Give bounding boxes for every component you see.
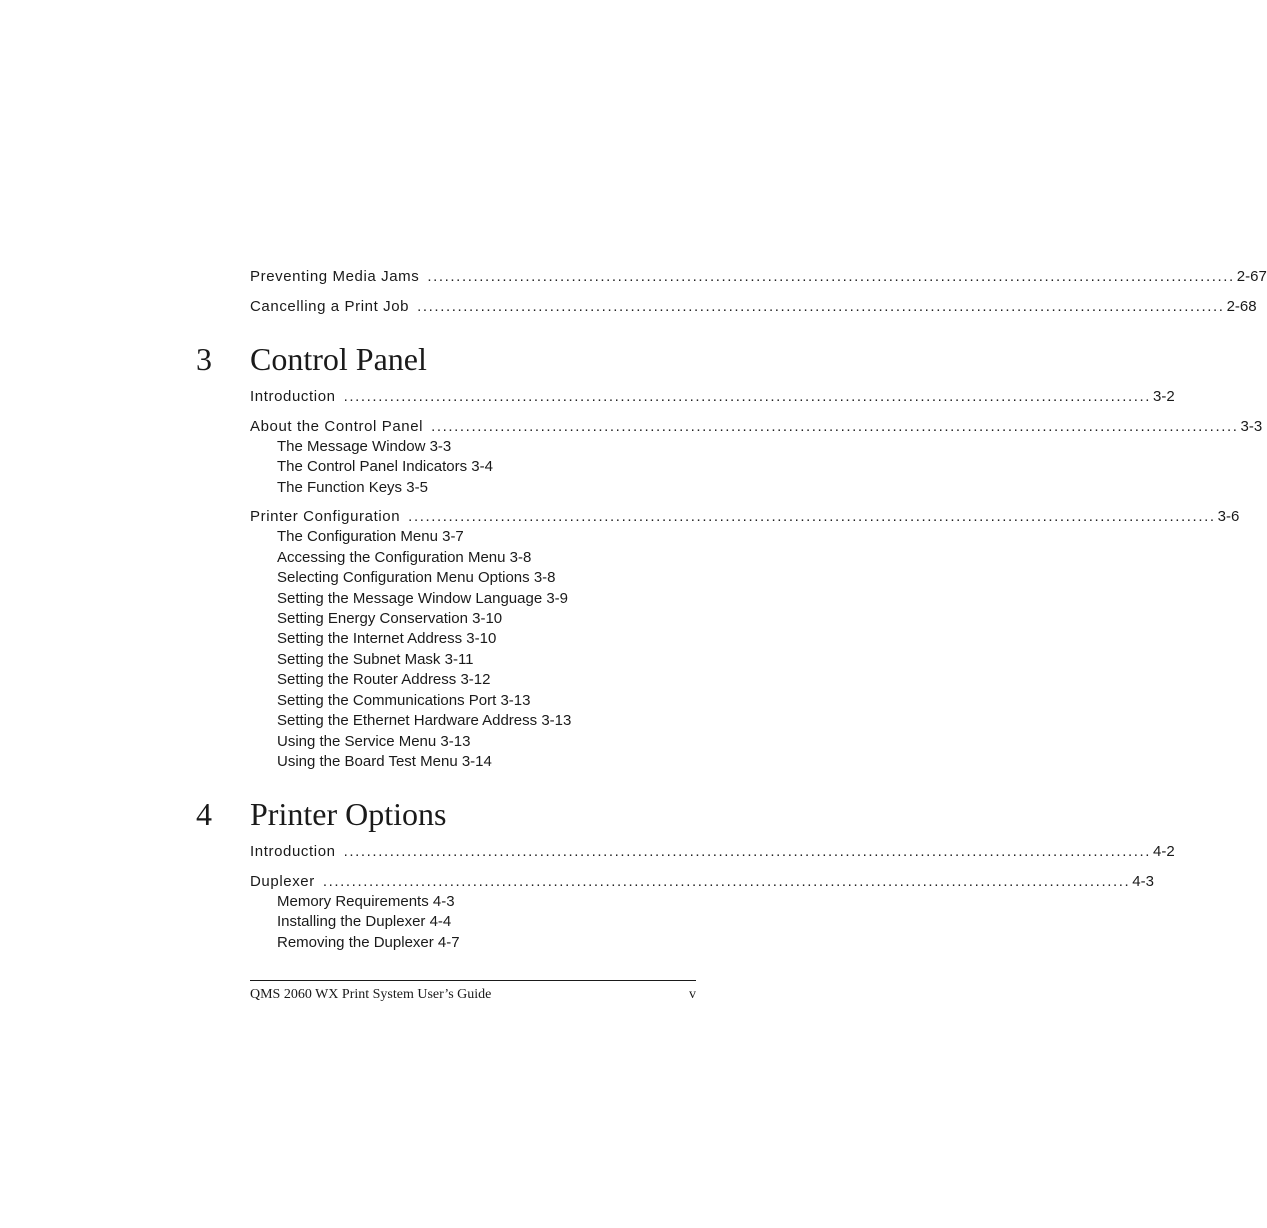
toc-entry-page: 2-68 — [1226, 298, 1257, 315]
footer-title: QMS 2060 WX Print System User’s Guide — [250, 987, 492, 1002]
toc-entry — [250, 842, 1175, 862]
toc-entry-title: Printer Configuration — [250, 508, 401, 525]
toc-subentry: Using the Board Test Menu 3-14 — [277, 753, 492, 770]
toc-subentry: The Control Panel Indicators 3-4 — [277, 458, 493, 475]
chapter-title: Printer Options — [250, 796, 447, 832]
toc-entry-page: 2-67 — [1236, 268, 1267, 285]
toc-entry-page: 4-3 — [1132, 873, 1154, 890]
toc-subentry: The Function Keys 3-5 — [277, 479, 428, 496]
toc-entry-title: Cancelling a Print Job — [250, 298, 410, 315]
toc-entry-page: 3-2 — [1153, 388, 1175, 405]
toc-subentry: Setting the Communications Port 3-13 — [277, 692, 531, 709]
dot-leader: ............................................................................................................................................ — [431, 418, 1239, 435]
toc-entry-title: Preventing Media Jams — [250, 268, 420, 285]
toc-entry-title: About the Control Panel — [250, 418, 424, 435]
toc-subentry: Setting the Internet Address 3-10 — [277, 630, 497, 647]
toc-subentry: Accessing the Configuration Menu 3-8 — [277, 549, 532, 566]
toc-entry — [250, 297, 1257, 317]
toc-entry — [250, 267, 1267, 287]
dot-leader: ............................................................................................................................................ — [343, 388, 1152, 405]
toc-subentry: Installing the Duplexer 4-4 — [277, 913, 452, 930]
toc-entry — [250, 507, 1240, 527]
toc-subentry: The Configuration Menu 3-7 — [277, 528, 464, 545]
chapter-number: 4 — [196, 796, 212, 832]
toc-entry-page: 3-6 — [1217, 508, 1240, 525]
toc-subentry: Setting the Subnet Mask 3-11 — [277, 651, 474, 668]
toc-subentry: Using the Service Menu 3-13 — [277, 733, 471, 750]
chapter-number: 3 — [196, 341, 212, 377]
toc-subentry: Setting the Router Address 3-12 — [277, 671, 491, 688]
dot-leader: ............................................................................................................................................ — [427, 268, 1235, 285]
toc-subentry: Setting the Message Window Language 3-9 — [277, 590, 569, 607]
toc-subentry: Selecting Configuration Menu Options 3-8 — [277, 569, 556, 586]
toc-entry-page: 4-2 — [1153, 843, 1175, 860]
dot-leader: ............................................................................................................................................ — [408, 508, 1216, 525]
toc-entry — [250, 387, 1175, 407]
footer-rule — [250, 980, 696, 981]
dot-leader: ............................................................................................................................................ — [417, 298, 1225, 315]
dot-leader: ............................................................................................................................................ — [343, 843, 1152, 860]
toc-subentry: The Message Window 3-3 — [277, 438, 452, 455]
toc-entry-title: Introduction — [250, 388, 336, 405]
toc-entry-page: 3-3 — [1240, 418, 1263, 435]
dot-leader: ............................................................................................................................................ — [322, 873, 1131, 890]
toc-subentry: Setting Energy Conservation 3-10 — [277, 610, 503, 627]
toc-entry-title: Duplexer — [250, 873, 315, 890]
chapter-title: Control Panel — [250, 341, 427, 377]
toc-entry — [250, 417, 1263, 437]
toc-subentry: Memory Requirements 4-3 — [277, 893, 455, 910]
toc-entry-title: Introduction — [250, 843, 336, 860]
toc-subentry: Setting the Ethernet Hardware Address 3-13 — [277, 712, 572, 729]
toc-subentry: Removing the Duplexer 4-7 — [277, 934, 460, 951]
footer-page-number: v — [689, 987, 696, 1002]
toc-entry — [250, 872, 1154, 892]
